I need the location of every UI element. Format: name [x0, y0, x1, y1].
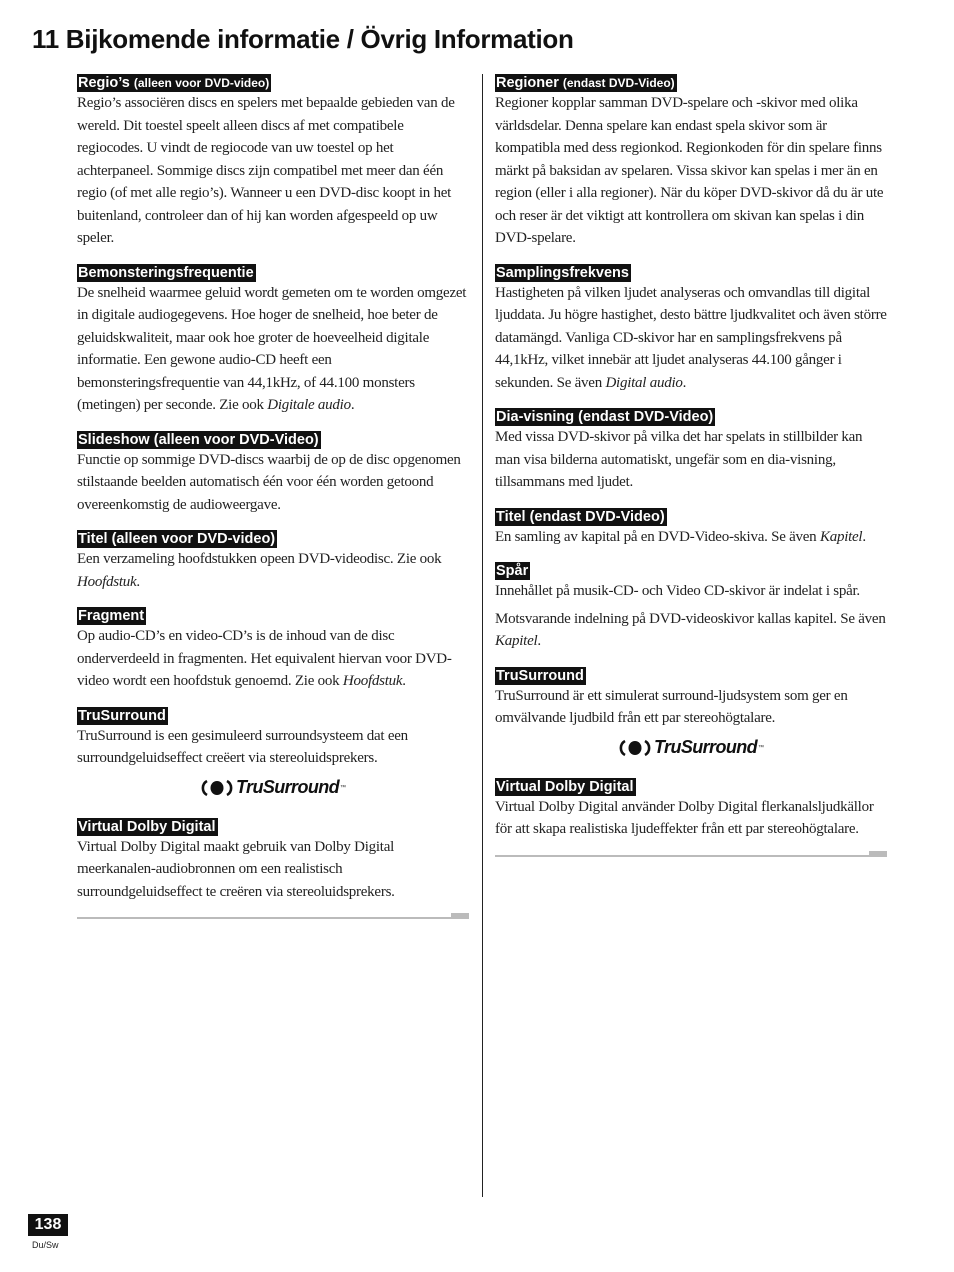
section-text: En samling av kapital på en DVD-Video-skiva. Se även Kapitel.	[495, 528, 866, 545]
section-text: Virtual Dolby Digital använder Dolby Digital flerkanalsljudkällor för att skapa realistiska ljudeffekter från ett par stereohögtalare.	[495, 798, 874, 837]
section-heading: Regio’s (alleen voor DVD-video)	[78, 75, 270, 91]
cross-reference: Digital audio	[605, 374, 683, 391]
section-titel	[495, 508, 887, 549]
section-spar	[495, 562, 887, 653]
section-text: Hastigheten på vilken ljudet analyseras och omvandlas till digital ljuddata. Ju högre hastighet, desto bättre ljudkvalitet och även större datamängd. Vanliga CD-skivor har en samplingsfrekvens på 44,1kHz, vilket innebär att ljudet analyseras 44.100 gånger i sekunden. Se även Digital audio.	[495, 284, 887, 391]
section-text: Op audio-CD’s en video-CD’s is de inhoud van de disc onderverdeeld in fragmenten. Het equivalent hiervan voor DVD-video wordt een hoofdstuk genoemd. Zie ook Hoofdstuk.	[77, 628, 452, 689]
section-bemonsteringsfrequentie	[77, 264, 469, 417]
section-text: TruSurround är ett simulerat surround-ljudsystem som ger en omvälvande ljudbild från ett par stereohögtalare.	[495, 687, 848, 726]
section-heading: TruSurround	[78, 707, 166, 724]
section-heading: Bemonsteringsfrequentie	[78, 264, 254, 281]
column-divider	[482, 74, 483, 1197]
section-samplingsfrekvens	[495, 264, 887, 395]
page-title: 11 Bijkomende informatie / Övrig Information	[32, 24, 574, 54]
section-trusurround	[77, 707, 469, 804]
section-text: Regioner kopplar samman DVD-spelare och -skivor med olika världsdelar. Denna spelare kan endast spela skivor som är kompatibla med dess regionkod. Regionkoden för din spelare finns märkt på baksidan av spelaren. Vissa skivor kan spelas i mer än en region (eller i alla regioner). När du köper DVD-skivor då du är ute och reser är det viktigt att kontrollera om skivan kan spelas i din DVD-spelare.	[495, 95, 884, 246]
section-heading: Fragment	[78, 608, 145, 624]
trusurround-logo-icon	[618, 739, 652, 757]
section-regioner	[495, 74, 887, 250]
left-column	[77, 74, 469, 937]
section-text: TruSurround is een gesimuleerd surroundsysteem dat een surroundgeluidseffect creëert via stereoluidsprekers.	[77, 727, 408, 766]
section-heading: Titel (alleen voor DVD-video)	[78, 531, 276, 547]
section-heading: TruSurround	[496, 667, 584, 684]
language-code: Du/Sw	[32, 1240, 59, 1250]
section-text: Motsvarande indelning på DVD-videoskivor kallas kapitel. Se även Kapitel.	[495, 610, 886, 649]
end-rule	[495, 851, 887, 861]
end-rule	[77, 913, 469, 923]
section-heading: Slideshow (alleen voor DVD-Video)	[78, 431, 319, 448]
section-text: Regio’s associëren discs en spelers met bepaalde gebieden van de wereld. Dit toestel speelt alleen discs af met compatibele regiocodes. U vindt de regiocode van uw toestel op het achterpaneel. Sommige discs zijn compatibel met meer dan één regio (of met alle regio’s). Wanneer u een DVD-disc koopt in het buitenland, controleer dan of hij kan worden afgespeeld op uw speler.	[77, 95, 455, 246]
cross-reference: Hoofdstuk	[342, 673, 403, 689]
section-virtual-dolby-digital	[77, 818, 469, 924]
section-heading: Samplingsfrekvens	[496, 264, 629, 281]
section-slideshow	[77, 431, 469, 517]
right-column	[495, 74, 887, 875]
section-regios	[77, 74, 469, 250]
section-diavisning	[495, 408, 887, 494]
section-text: Een verzameling hoofdstukken opeen DVD-videodisc. Zie ook Hoofdstuk.	[77, 551, 442, 590]
cross-reference: Digitale audio	[267, 397, 351, 413]
section-trusurround	[495, 667, 887, 764]
section-text: Med vissa DVD-skivor på vilka det har spelats in stillbilder kan man visa bilderna automatiskt, ungefär som en dia-visning, tillsammans med ljudet.	[495, 429, 863, 490]
cross-reference: Hoofdstuk	[77, 573, 137, 590]
trusurround-logo-icon	[200, 779, 234, 797]
trusurround-logo: TruSurround ™	[495, 732, 887, 764]
logo-wordmark: TruSurround	[235, 777, 340, 797]
section-text: Functie op sommige DVD-discs waarbij de op de disc opgenomen stilstaande beelden automatisch één voor één worden getoond overeenkomstig de audioweergave.	[77, 451, 461, 513]
section-heading: Virtual Dolby Digital	[496, 778, 634, 795]
section-heading: Virtual Dolby Digital	[78, 818, 216, 835]
cross-reference: Kapitel	[495, 633, 538, 649]
section-titel	[77, 530, 469, 593]
section-text: Virtual Dolby Digital maakt gebruik van Dolby Digital meerkanalen-audiobronnen om een realistisch surroundgeluidseffect te creëren via stereoluidsprekers.	[77, 838, 395, 900]
section-heading: Dia-visning (endast DVD-Video)	[496, 409, 714, 425]
trusurround-logo: TruSurround ™	[77, 772, 469, 804]
cross-reference: Kapitel	[819, 528, 863, 545]
section-heading: Titel (endast DVD-Video)	[496, 508, 665, 525]
section-virtual-dolby-digital	[495, 778, 887, 861]
section-fragment	[77, 607, 469, 693]
section-text: Innehållet på musik-CD- och Video CD-skivor är indelat i spår.	[495, 583, 860, 599]
section-heading: Spår	[496, 563, 529, 579]
logo-wordmark: TruSurround	[653, 737, 758, 757]
page-number: 138	[28, 1214, 68, 1236]
section-text: De snelheid waarmee geluid wordt gemeten om te worden omgezet in digitale audiogegevens. Hoe hoger de snelheid, hoe beter de geluidskwaliteit, maar ook hoe groter de hoeveelheid digitale informatie. Een gewone audio-CD heeft een bemonsteringsfrequentie van 44,1kHz, of 44.100 monsters (metingen) per seconde. Zie ook Digitale audio.	[77, 284, 467, 413]
section-heading: Regioner (endast DVD-Video)	[496, 75, 675, 91]
